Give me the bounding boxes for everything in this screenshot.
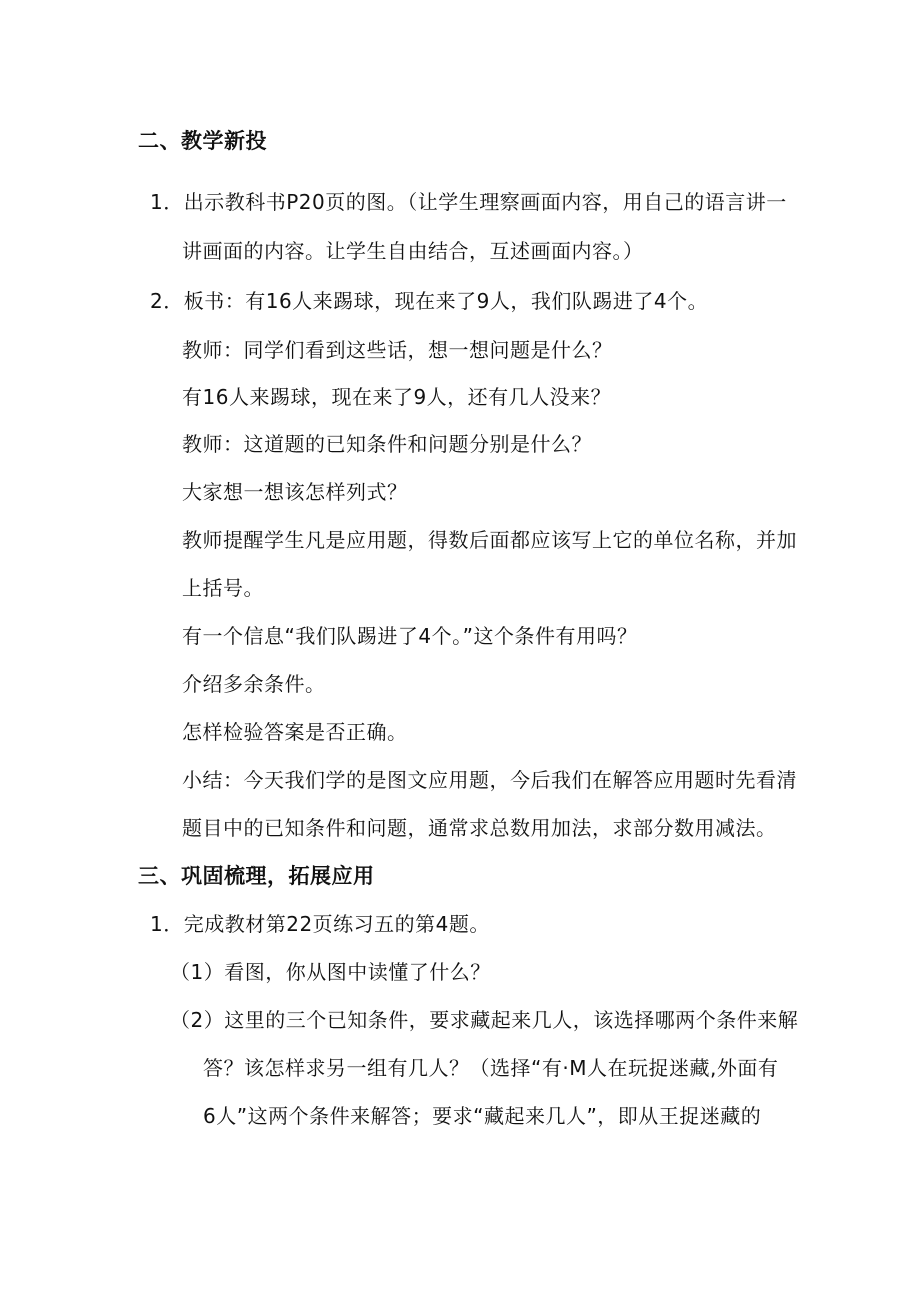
paragraph-line: 教师：这道题的已知条件和问题分别是什么？ <box>182 432 592 456</box>
paragraph-line: 怎样检验答案是否正确。 <box>182 720 408 744</box>
paragraph-line: 介绍多余条件。 <box>182 672 326 696</box>
paragraph-line: 有一个信息“我们队踢进了4个。”这个条件有用吗？ <box>182 624 638 648</box>
paragraph-line: 教师提醒学生凡是应用题，得数后面都应该写上它的单位名称，并加 <box>182 528 797 552</box>
paragraph-line: 小结：今天我们学的是图文应用题，今后我们在解答应用题时先看清 <box>182 768 797 792</box>
paragraph-line: 1．出示教科书P20页的图。（让学生理察画面内容，用自己的语言讲一 <box>150 190 787 214</box>
paragraph-line: 答？该怎样求另一组有几人？（选择“有·M人在玩捉迷藏,外面有 <box>203 1056 779 1080</box>
section-heading: 二、教学新投 <box>138 129 267 153</box>
paragraph-line: 有16人来踢球，现在来了9人，还有几人没来？ <box>182 385 612 409</box>
paragraph-line: 6人”这两个条件来解答；要求“藏起来几人”，即从王捉迷藏的 <box>203 1104 762 1128</box>
paragraph-line: 大家想一想该怎样列式？ <box>182 480 408 504</box>
paragraph-line: 教师：同学们看到这些话，想一想问题是什么？ <box>182 338 613 362</box>
paragraph-line: （1）看图，你从图中读懂了什么？ <box>170 960 491 984</box>
paragraph-line: 讲画面的内容。让学生自由结合，互述画面内容。） <box>182 239 644 263</box>
paragraph-line: 2．板书：有16人来踢球，现在来了9人，我们队踢进了4个。 <box>150 289 709 313</box>
paragraph-line: 1．完成教材第22页练习五的第4题。 <box>150 912 490 936</box>
section-heading: 三、巩固梳理，拓展应用 <box>138 864 375 888</box>
paragraph-line: 上括号。 <box>182 576 264 600</box>
paragraph-line: （2）这里的三个已知条件，要求藏起来几人，该选择哪两个条件来解 <box>170 1008 799 1032</box>
paragraph-line: 题目中的已知条件和问题，通常求总数用加法，求部分数用减法。 <box>182 816 777 840</box>
